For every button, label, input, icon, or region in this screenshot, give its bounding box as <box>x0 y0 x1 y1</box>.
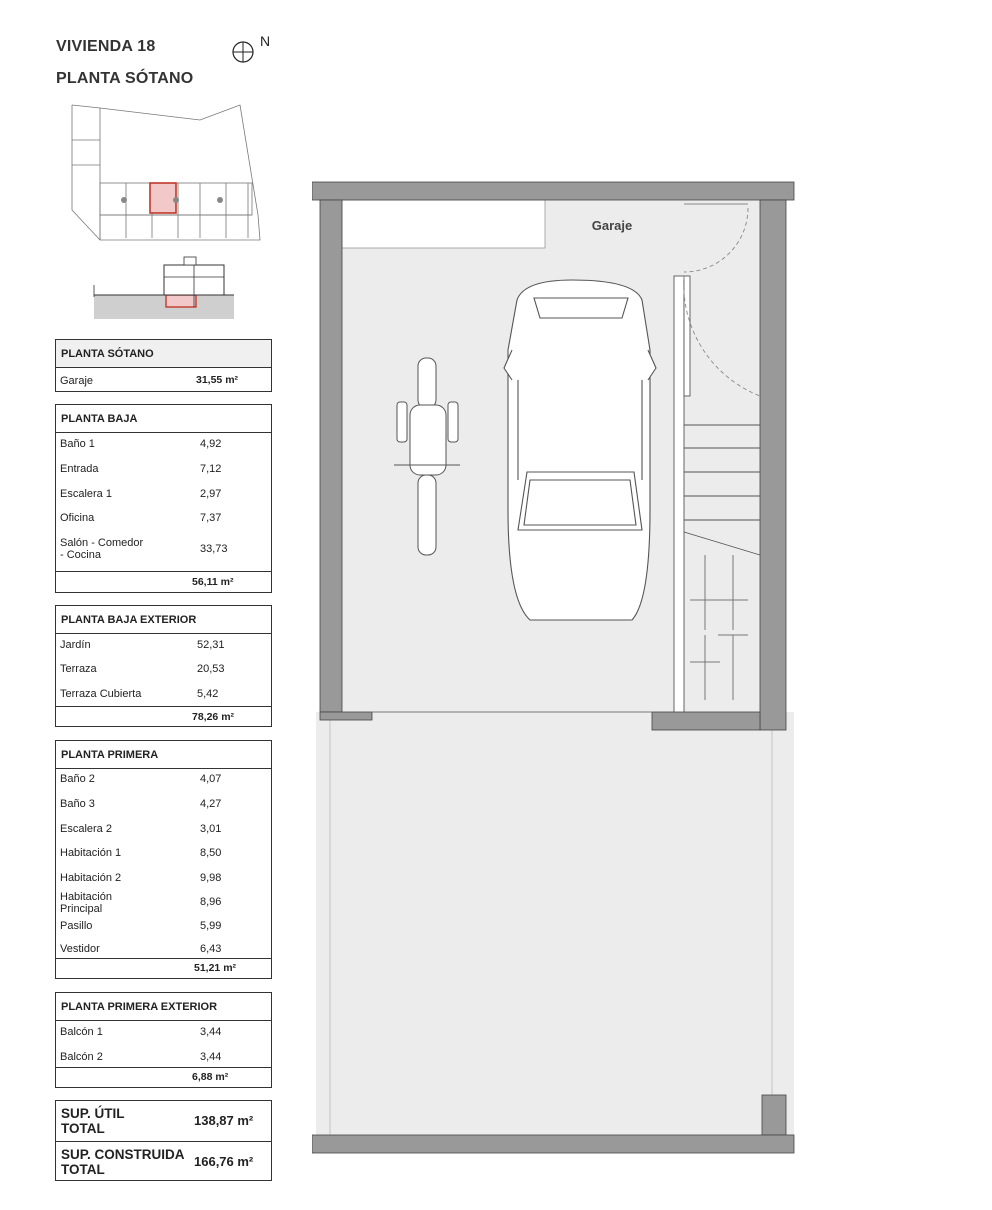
row-value: 7,37 <box>200 512 222 524</box>
table-row <box>56 433 271 458</box>
row-label: Habitación 1 <box>60 847 122 859</box>
row-label: Salón - Comedor - Cocina <box>60 537 144 561</box>
table-title: PLANTA BAJA EXTERIOR <box>56 606 271 634</box>
useful-surface-row <box>56 1101 271 1141</box>
room-label-garaje: Garaje <box>591 218 633 233</box>
row-value: 52,31 <box>197 639 225 651</box>
row-label: Terraza Cubierta <box>60 688 142 700</box>
table-title: PLANTA PRIMERA <box>56 741 271 769</box>
table-row <box>56 1021 271 1046</box>
row-label: Pasillo <box>60 920 93 932</box>
row-label: Vestidor <box>60 943 100 955</box>
row-label: Jardín <box>60 639 91 651</box>
table-total <box>56 706 271 728</box>
table-title: PLANTA PRIMERA EXTERIOR <box>56 993 271 1021</box>
table-row <box>56 843 271 868</box>
table-row <box>56 918 271 942</box>
row-label: Baño 2 <box>60 773 95 785</box>
table-row <box>56 368 271 392</box>
north-label: N <box>260 33 271 49</box>
built-surface-label: SUP. CONSTRUIDA TOTAL <box>61 1147 185 1177</box>
row-value: 4,27 <box>200 798 222 810</box>
table-row <box>56 483 271 507</box>
dwelling-title: VIVIENDA 18 <box>56 38 156 55</box>
table-row <box>56 531 271 571</box>
table-planta-sotano <box>55 339 272 392</box>
table-planta-baja <box>55 404 272 593</box>
table-row <box>56 794 271 819</box>
row-label: Baño 3 <box>60 798 95 810</box>
table-total <box>56 958 271 980</box>
row-value: 33,73 <box>200 543 228 555</box>
table-title: PLANTA SÓTANO <box>56 340 271 368</box>
row-label: Balcón 1 <box>60 1026 103 1038</box>
row-label: Terraza <box>60 663 97 675</box>
row-value: 4,92 <box>200 438 222 450</box>
surface-summary <box>55 1100 272 1181</box>
table-total <box>56 1067 271 1089</box>
row-label: Escalera 2 <box>60 823 112 835</box>
row-value: 5,99 <box>200 920 222 932</box>
useful-surface-label: SUP. ÚTIL TOTAL <box>61 1106 125 1136</box>
built-surface-value: 166,76 m² <box>194 1154 254 1169</box>
table-row <box>56 868 271 888</box>
row-value: 2,97 <box>200 488 222 500</box>
table-total <box>56 571 271 593</box>
total-value: 51,21 m² <box>194 962 237 974</box>
row-value: 3,01 <box>200 823 222 835</box>
row-label: Escalera 1 <box>60 488 112 500</box>
table-row <box>56 769 271 794</box>
key-plan <box>60 100 270 245</box>
table-row <box>56 458 271 483</box>
row-value: 9,98 <box>200 872 222 884</box>
row-label: Balcón 2 <box>60 1051 103 1063</box>
table-row <box>56 683 271 706</box>
row-value: 8,50 <box>200 847 222 859</box>
table-row <box>56 658 271 683</box>
row-value: 5,42 <box>197 688 219 700</box>
useful-surface-value: 138,87 m² <box>194 1113 254 1128</box>
row-label: Oficina <box>60 512 95 524</box>
table-planta-primera <box>55 740 272 979</box>
total-value: 6,88 m² <box>192 1071 229 1083</box>
total-value: 78,26 m² <box>192 711 235 723</box>
table-row <box>56 1046 271 1067</box>
row-label: Baño 1 <box>60 438 95 450</box>
row-value: 8,96 <box>200 896 222 908</box>
floor-title: PLANTA SÓTANO <box>56 70 194 87</box>
total-value: 56,11 m² <box>192 576 234 588</box>
table-row <box>56 888 271 918</box>
table-row <box>56 942 271 958</box>
row-label: Habitación Principal <box>60 891 112 915</box>
row-label: Entrada <box>60 463 99 475</box>
garage-floor-plan <box>312 180 796 1160</box>
table-planta-primera-exterior <box>55 992 272 1088</box>
section-diagram <box>90 255 240 323</box>
row-value: 3,44 <box>200 1026 222 1038</box>
table-title: PLANTA BAJA <box>56 405 271 433</box>
row-label: Habitación 2 <box>60 872 122 884</box>
row-value: 3,44 <box>200 1051 222 1063</box>
row-value: 7,12 <box>200 463 222 475</box>
table-row <box>56 634 271 658</box>
row-value: 4,07 <box>200 773 222 785</box>
table-row <box>56 507 271 531</box>
table-row <box>56 819 271 843</box>
table-planta-baja-exterior <box>55 605 272 727</box>
row-value: 6,43 <box>200 943 222 955</box>
row-label: Garaje <box>60 375 94 387</box>
row-value: 20,53 <box>197 663 225 675</box>
row-value: 31,55 m² <box>196 374 239 386</box>
built-surface-row <box>56 1141 271 1182</box>
